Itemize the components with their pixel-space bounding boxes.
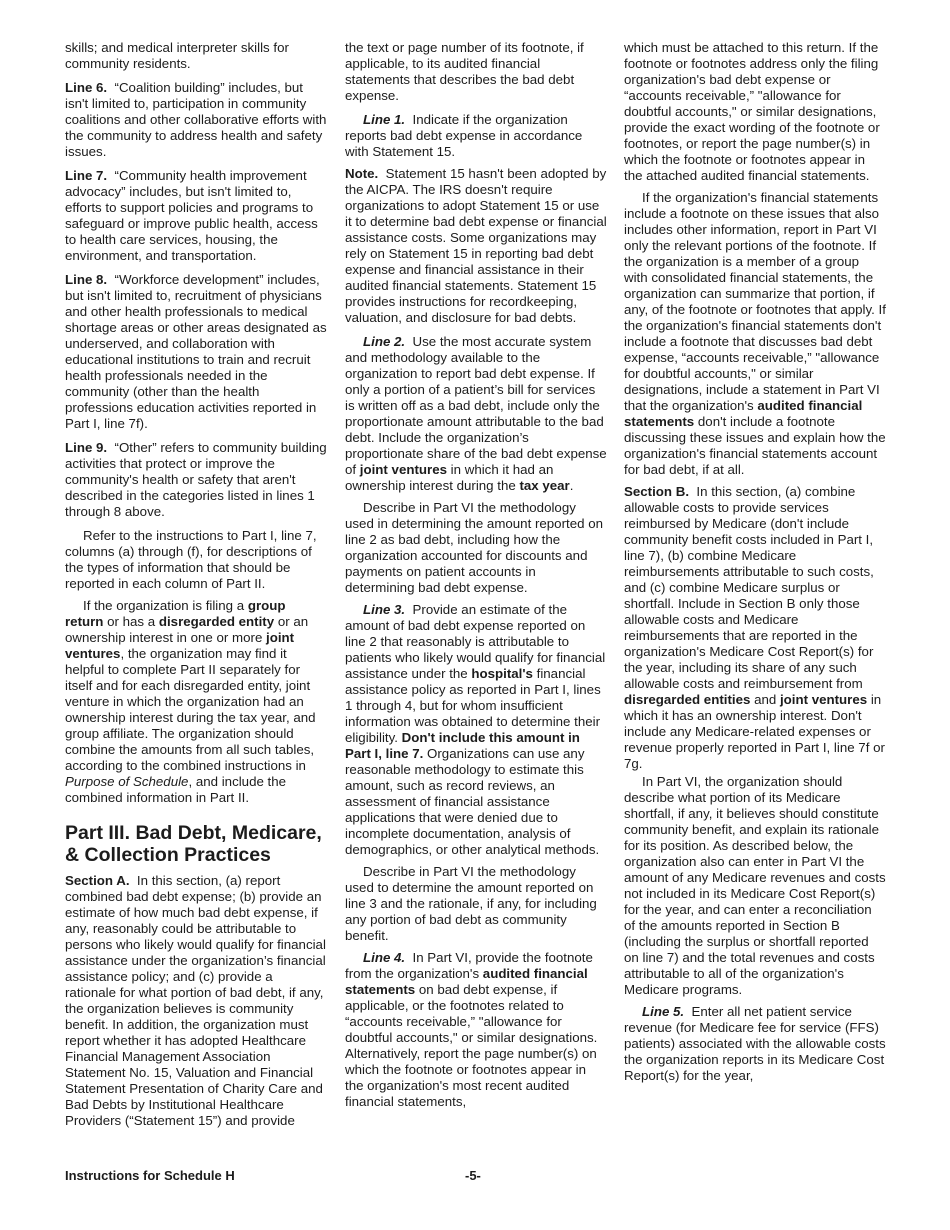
section-a-label: Section A. (65, 873, 130, 888)
paragraph-line-7: Line 7. “Community health improvement advocacy” includes, but isn't limited to, efforts to support policies and programs to safeguard or improve public health, access to health care services, housing, the environment, and transportation. (65, 168, 318, 263)
page-number: -5- (465, 1168, 481, 1183)
paragraph-section-a: Section A. In this section, (a) report combined bad debt expense; (b) provide an estimate of how much bad debt expense, if any, reasonably could be attributable to persons who likely would qualify for financial assistance under the organization’s financial assistance policy; and (c) provide a rationale for what portion of bad debt, if any, the organization believes is community benefit. In addition, the organization must report whether it has adopted Healthcare Financial Management Association Statement No. 15, Valuation and Financial Statement Presentation of Charity Care and Bad Debts by Institutional Healthcare Providers (“Statement 15”) and provide (65, 873, 326, 1128)
section-heading-part-iii: Part III. Bad Debt, Medicare, & Collection Practices (65, 822, 322, 866)
line-1-label: Line 1. (363, 112, 406, 127)
line-5-label: Line 5. (642, 1004, 685, 1019)
line-7-label: Line 7. (65, 168, 108, 183)
paragraph-line-8: Line 8. “Workforce development” includes, but isn't limited to, recruitment of physicians and other health professionals to medical shortage areas or other areas designated as underserved, and collaboration with educational institutions to train and recruit health professionals needed in the community (other than the health professions education activities reported in Part I, line 7f). (65, 272, 327, 431)
paragraph-line-9: Line 9. “Other” refers to community building activities that protect or improve the community's health or safety that aren't described in the categories listed in lines 1 through 8 above. (65, 440, 327, 519)
paragraph-line-5: Line 5. Enter all net patient service revenue (for Medicare fee for service (FFS) patients) associated with the allowable costs the organization reports in its Medicare Cost Report(s) for the year, (624, 1004, 886, 1083)
column-3 (624, 40, 886, 1090)
paragraph-refer: Refer to the instructions to Part I, line 7, columns (a) through (f), for descriptions of the types of information that should be reported in each column of Part II. (65, 528, 317, 591)
note-label: Note. (345, 166, 379, 181)
footer-document-title: Instructions for Schedule H (65, 1168, 235, 1183)
line-3-label: Line 3. (363, 602, 406, 617)
page-footer (65, 1168, 885, 1186)
paragraph-line-3: Line 3. Provide an estimate of the amount of bad debt expense reported on line 2 that reasonably is attributable to patients who likely would qualify for financial assistance under the hospital's financial assistance policy as reported in Part I, lines 1 through 4, but for whom insufficient information was obtained to determine their eligibility. Don't include this amount in Part I, line 7. Organizations can use any reasonable methodology to estimate this amount, such as record reviews, an assessment of financial assistance applications that were denied due to incomplete documentation, analysis of demographics, or other analytical methods. (345, 602, 606, 857)
section-b-label: Section B. (624, 484, 690, 499)
paragraph-group-return: If the organization is filing a group return or has a disregarded entity or an ownership interest in one or more joint ventures, the organization may find it helpful to complete Part II separately for itself and for each disregarded entity, joint venture in which the organization had an ownership interest during the tax year, and group affiliate. The organization should combine the amounts from all such tables, according to the combined instructions in Purpose of Schedule, and include the combined information in Part II. (65, 598, 316, 805)
line-2-label: Line 2. (363, 334, 406, 349)
column-1 (65, 40, 327, 1137)
paragraph-line-1: Line 1. Indicate if the organization reports bad debt expense in accordance with Statement 15. (345, 112, 583, 159)
paragraph-line-6: Line 6. “Coalition building” includes, but isn't limited to, participation in community coalitions and other collaborative efforts with the community to address health and safety issues. (65, 80, 327, 159)
line-8-label: Line 8. (65, 272, 108, 287)
line-6-label: Line 6. (65, 80, 108, 95)
paragraph-describe-line-2: Describe in Part VI the methodology used in determining the amount reported on line 2 as bad debt, including how the organization accounted for discounts and payments on patient accounts in determining bad debt expense. (345, 500, 603, 595)
paragraph-continuation: which must be attached to this return. If the footnote or footnotes address only the filing organization's bad debt expense or “accounts receivable,” "allowance for doubtful accounts," or similar designations, provide the exact wording of the footnote or footnotes, or report the page number(s) in which the footnote or footnotes appear in the attached audited financial statements. (624, 40, 880, 183)
paragraph-continuation: the text or page number of its footnote, if applicable, to its audited financial statements that describes the bad debt expense. (345, 40, 584, 103)
paragraph-continuation: skills; and medical interpreter skills for community residents. (65, 40, 289, 71)
paragraph-line-4: Line 4. In Part VI, provide the footnote from the organization's audited financial statements on bad debt expense, if applicable, or the footnotes related to “accounts receivable,” "allowance for doubtful accounts," or similar designations. Alternatively, report the page number(s) on which the footnote or footnotes appear in the organization's most recent audited financial statements, (345, 950, 598, 1109)
paragraph-financial-statements: If the organization's financial statements include a footnote on these issues that also includes other information, report in Part VI only the relevant portions of the footnote. If the organization is a member of a group with consolidated financial statements, the organization can summarize that portion, if any, of the footnote or footnotes that apply. If the organization's financial statements don't include a footnote that discusses bad debt expense, “accounts receivable,” "allowance for doubtful accounts," or similar designations, include a statement in Part VI that the organization's audited financial statements don't include a footnote discussing these issues and explain how the organization's financial statements account for bad debt, if at all. (624, 190, 886, 477)
line-9-label: Line 9. (65, 440, 108, 455)
paragraph-describe-line-3: Describe in Part VI the methodology used to determine the amount reported on line 3 and the rationale, if any, for including any portion of bad debt as community benefit. (345, 864, 597, 943)
column-2 (345, 40, 607, 1116)
paragraph-section-b: Section B. In this section, (a) combine allowable costs to provide services reimbursed by Medicare (don't include community benefit costs included in Part I, line 7), (b) combine Medicare reimbursements attributable to such costs, and (c) combine Medicare surplus or shortfall. Include in Section B only those allowable costs and Medicare reimbursements that are reported in the organization's Medicare Cost Report(s) for the year, including its share of any such allowable costs and reimbursement from disregarded entities and joint ventures in which it has an ownership interest. Don't include any Medicare-related expenses or revenue properly reported in Part I, line 7f or 7g. (624, 484, 885, 771)
line-4-label: Line 4. (363, 950, 406, 965)
paragraph-part-vi: In Part VI, the organization should describe what portion of its Medicare shortfall, if any, it believes should constitute community benefit, and explain its rationale for its position. As described below, the organization also can enter in Part VI the amount of any Medicare revenues and costs not included in its Medicare Cost Report(s) for the year, and can enter a reconciliation of the amounts reported in Section B (including the surplus or shortfall reported on line 7) and the total revenues and costs attributable to all of the organization's Medicare programs. (624, 774, 886, 997)
paragraph-line-2: Line 2. Use the most accurate system and methodology available to the organization to report bad debt expense. If only a portion of a patient’s bill for services is written off as a bad debt, include only the proportionate amount attributable to the bad debt. Include the organization’s proportionate share of the bad debt expense of joint ventures in which it had an ownership interest during the tax year. (345, 334, 607, 493)
paragraph-note: Note. Statement 15 hasn't been adopted by the AICPA. The IRS doesn't require organizations to adopt Statement 15 or use it to determine bad debt expense or financial assistance costs. Some organizations may rely on Statement 15 in reporting bad debt expense and financial assistance in their audited financial statements. Statement 15 provides instructions for recordkeeping, valuation, and disclosure for bad debts. (345, 166, 607, 325)
